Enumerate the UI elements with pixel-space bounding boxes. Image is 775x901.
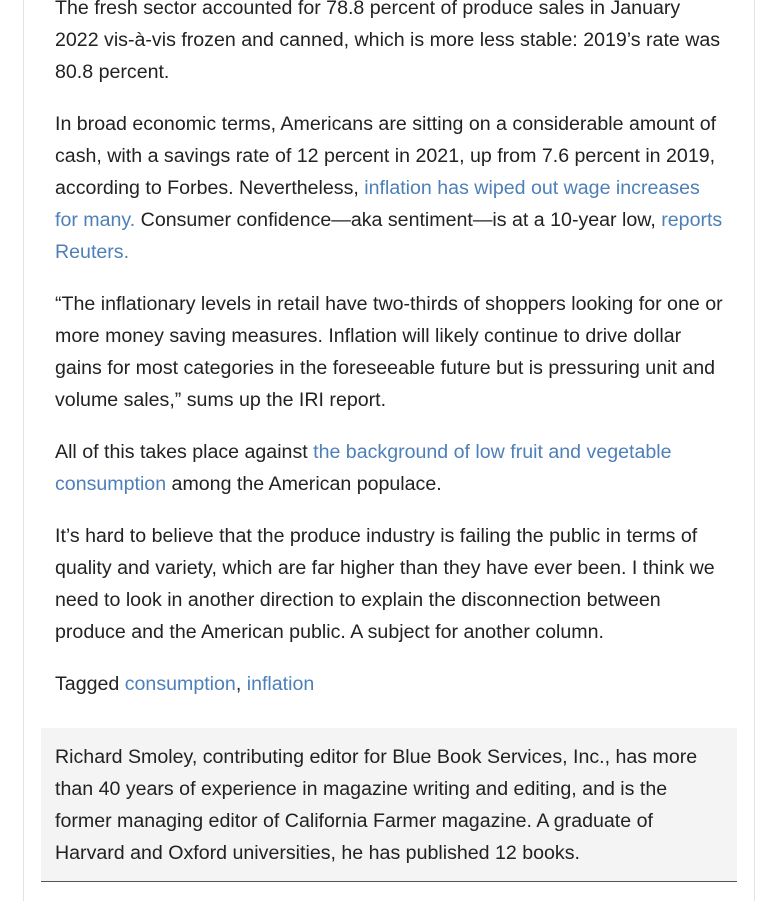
author-bio-box [41, 728, 737, 882]
tags-label: Tagged [55, 673, 125, 695]
paragraph-text: All of this takes place against [55, 441, 314, 463]
inflation-wages-link[interactable]: inflation has wiped out wage increases for many. [55, 177, 700, 231]
tags-separator: , [235, 673, 247, 695]
paragraph-text: among the American populace. [166, 473, 442, 495]
paragraph-text: In broad economic terms, Americans are sitting on a considerable amount of cash, with a savings rate of 12 percent in 2021, up from 7.6 percent in 2019, according to Forbes. Nevertheless, [55, 113, 717, 199]
tag-inflation-link[interactable]: inflation [246, 673, 315, 695]
tag-consumption-link[interactable]: consumption [124, 673, 236, 695]
tags-line [55, 668, 314, 700]
paragraph-economic-terms [55, 108, 725, 268]
paragraph-background [55, 436, 725, 500]
paragraph-conclusion: It’s hard to believe that the produce industry is failing the public in terms of quality and variety, which are far higher than they have ever been. I think we need to look in another direction to explain the disconnection between produce and the American public. A subject for another column. [55, 525, 715, 643]
paragraph-text: Consumer confidence—aka sentiment—is at a 10-year low, [135, 209, 662, 231]
reuters-link[interactable]: reports Reuters. [55, 209, 723, 263]
paragraph-iri-quote: “The inflationary levels in retail have two-thirds of shoppers looking for one or more money saving measures. Inflation will likely continue to drive dollar gains for most categories in the foreseeable future but is pressuring unit and volume sales,” sums up the IRI report. [55, 293, 723, 411]
paragraph-fresh-sector: The fresh sector accounted for 78.8 percent of produce sales in January 2022 vis-à-vis frozen and canned, which is more less stable: 2019’s rate was 80.8 percent. [55, 0, 721, 83]
author-bio-text: Richard Smoley, contributing editor for Blue Book Services, Inc., has more than 40 years of experience in magazine writing and editing, and is the former managing editor of California Farmer magazine. A graduate of Harvard and Oxford universities, he has published 12 books. [55, 746, 698, 864]
article-body [55, 0, 725, 668]
low-consumption-link[interactable]: the background of low fruit and vegetable consumption [55, 441, 672, 495]
